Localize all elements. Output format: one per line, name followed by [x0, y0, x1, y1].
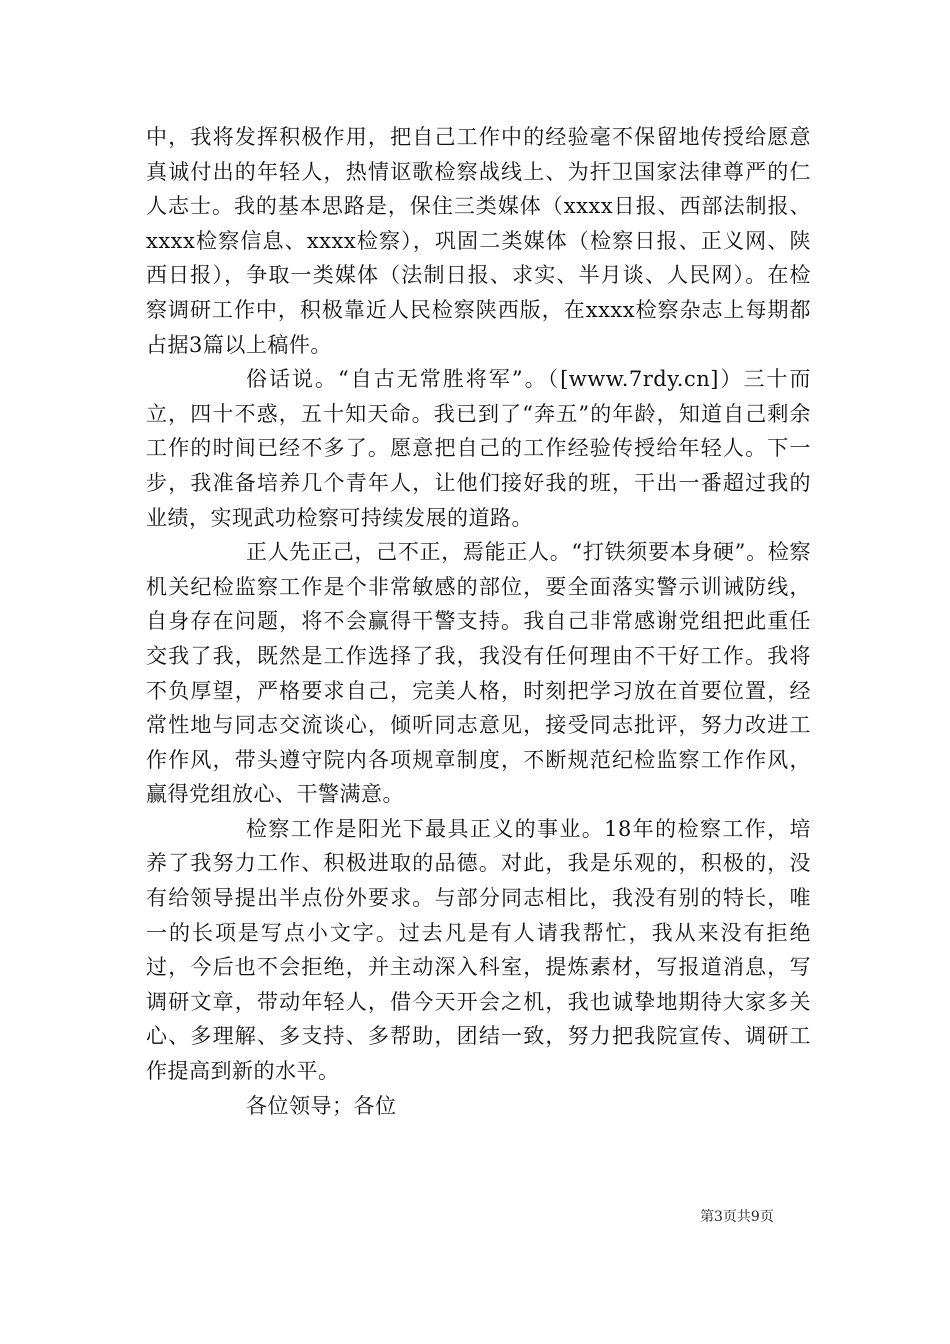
paragraph-3: 正人先正己，己不正，焉能正人。“打铁须要本身硬”。检察机关纪检监察工作是个非常敏感的部位，要全面落实警示训诫防线，自身存在问题，将不会赢得干警支持。我自己非常感谢党组把此重任交我了我，既然是工作选择了我，我没有任何理由不干好工作。我将不负厚望，严格要求自己，完美人格，时刻把学习放在首要位置，经常性地与同志交流谈心，倾听同志意见，接受同志批评，努力改进工作作风，带头遵守院内各项规章制度，不断规范纪检监察工作作风，赢得党组放心、干警满意。	[146, 540, 811, 807]
paragraph-4: 检察工作是阳光下最具正义的事业。18年的检察工作，培养了我努力工作、积极进取的品德。对此，我是乐观的，积极的，没有给领导提出半点份外要求。与部分同志相比，我没有别的特长，唯一的长项是写点小文字。过去凡是有人请我帮忙，我从来没有拒绝过，今后也不会拒绝，并主动深入科室，提炼素材，写报道消息，写调研文章，带动年轻人，借今天开会之机，我也诚挚地期待大家多关心、多理解、多支持、多帮助，团结一致，努力把我院宣传、调研工作提高到新的水平。	[146, 816, 811, 1084]
page-footer: 第3页共9页	[700, 1209, 774, 1225]
document-body	[146, 120, 811, 1123]
paragraph-5: 各位领导；各位	[246, 1093, 397, 1118]
paragraph-2: 俗话说。“自古无常胜将军”。（[www.7rdy.cn]）三十而立，四十不惑，五十知天命。我已到了“奔五”的年龄，知道自己剩余工作的时间已经不多了。愿意把自己的工作经验传授给年轻人。下一步，我准备培养几个青年人，让他们接好我的班，干出一番超过我的业绩，实现武功检察可持续发展的道路。	[146, 367, 811, 530]
paragraph-1: 中，我将发挥积极作用，把自己工作中的经验毫不保留地传授给愿意真诚付出的年轻人，热情讴歌检察战线上、为扞卫国家法律尊严的仁人志士。我的基本思路是，保住三类媒体（xxxx日报、西部法制报、xxxx检察信息、xxxx检察），巩固二类媒体（检察日报、正义网、陕西日报），争取一类媒体（法制日报、求实、半月谈、人民网）。在检察调研工作中，积极靠近人民检察陕西版，在xxxx检察杂志上每期都占据3篇以上稿件。	[146, 125, 811, 357]
